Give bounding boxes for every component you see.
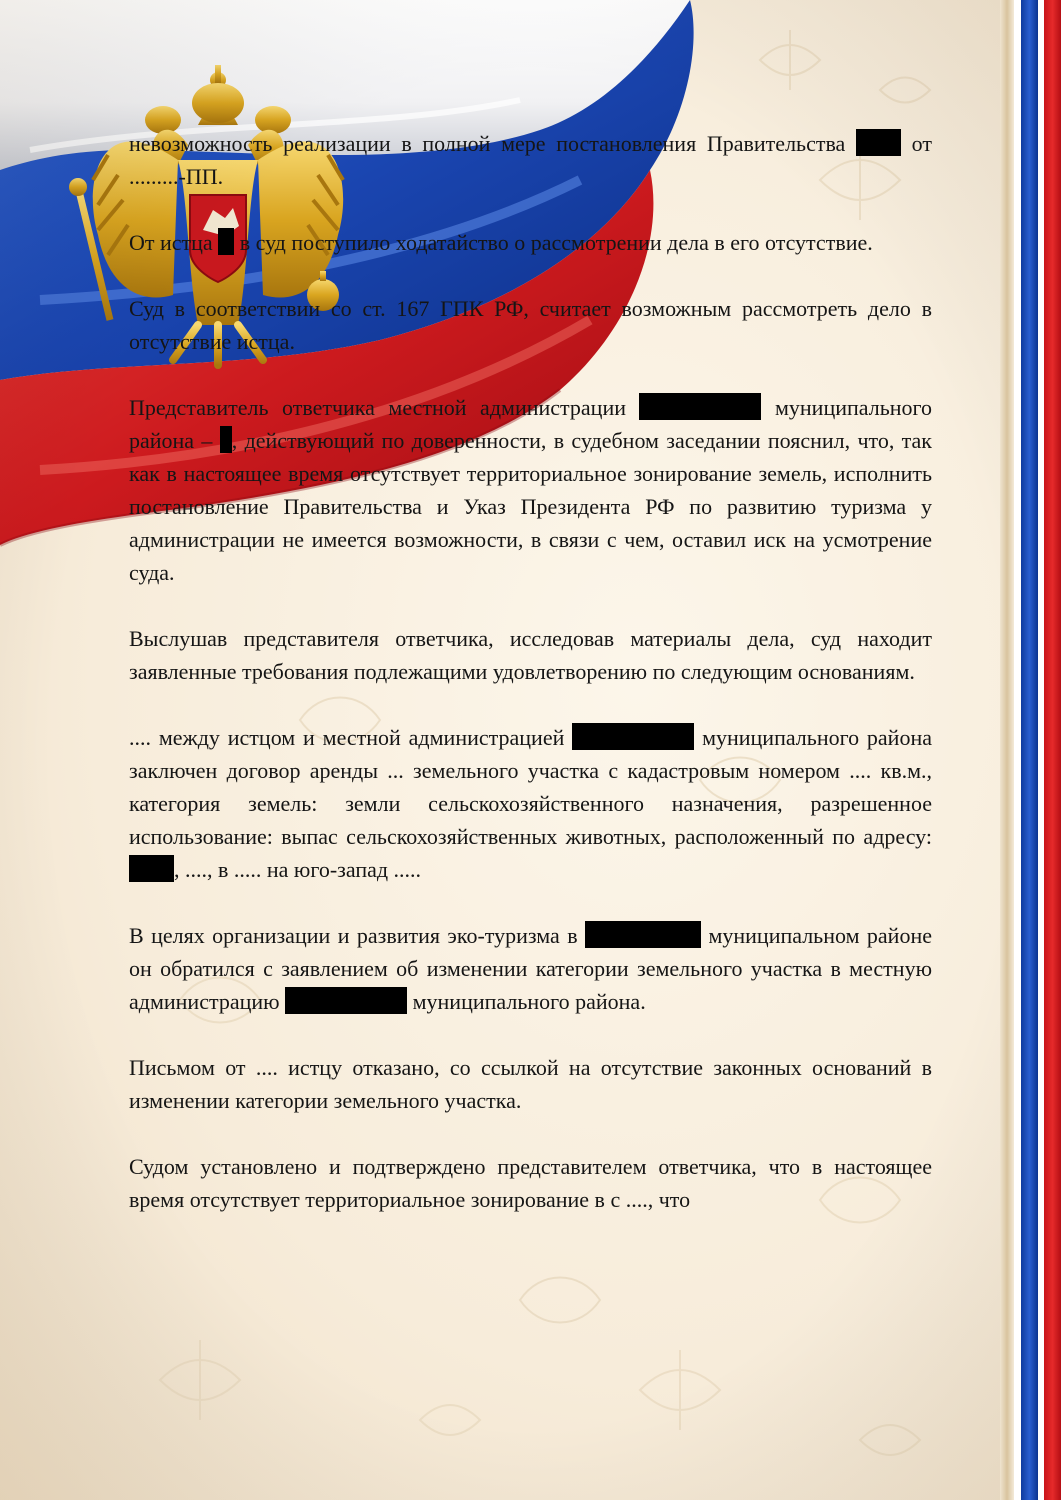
redaction-block	[585, 921, 701, 948]
paragraph-text: Судом установлено и подтверждено представителем ответчика, что в настоящее время отсутствует территориальное зонирование в с ...., что	[129, 1154, 932, 1212]
paragraph-text: Письмом от .... истцу отказано, со ссылкой на отсутствие законных оснований в изменении категории земельного участка.	[129, 1055, 932, 1113]
redaction-block	[285, 987, 407, 1014]
paragraph-text: в суд поступило ходатайство о рассмотрении дела в его отсутствие.	[234, 230, 873, 255]
paragraph-p7	[129, 919, 932, 1018]
paragraph-p3	[129, 292, 932, 358]
paragraph-p6	[129, 721, 932, 886]
paragraph-p2	[129, 226, 932, 259]
paragraph-text: От истца	[129, 230, 219, 255]
blue-border-stripe	[1021, 0, 1038, 1500]
paragraph-text: Представитель ответчика местной администрации	[129, 395, 640, 420]
paragraph-p5	[129, 622, 932, 688]
paragraph-text: Суд в соответствии со ст. 167 ГПК РФ, считает возможным рассмотреть дело в отсутствие истца.	[129, 296, 932, 354]
paragraph-p8	[129, 1051, 932, 1117]
paragraph-text: от .........-ПП.	[129, 131, 932, 189]
gold-border-stripe	[1000, 0, 1014, 1500]
paragraph-text: муниципальном районе он обратился с заявлением об изменении категории земельного участка в местную администрацию	[129, 923, 932, 1014]
paragraph-p4	[129, 391, 932, 589]
paragraph-text: Выслушав представителя ответчика, исследовав материалы дела, суд находит заявленные требования подлежащими удовлетворению по следующим основаниям.	[129, 626, 932, 684]
paragraph-text: .... между истцом и местной администрацией	[129, 725, 573, 750]
court-decision-text	[129, 127, 932, 1249]
redaction-block	[218, 228, 234, 255]
paragraph-p9	[129, 1150, 932, 1216]
redaction-block	[639, 393, 761, 420]
paragraph-text: муниципального района заключен договор аренды ... земельного участка с кадастровым номером .... кв.м., категория земель: земли сельскохозяйственного назначения, разрешенное использование: выпас сельскохозяйственных животных, расположенный по адресу:	[129, 725, 932, 849]
paragraph-text: В целях организации и развития эко-туризма в	[129, 923, 586, 948]
paragraph-text: муниципального района –	[129, 395, 932, 453]
redaction-block	[856, 129, 901, 156]
white-border-stripe	[1014, 0, 1021, 1500]
paragraph-text: невозможность реализации в полной мере постановления Правительства	[129, 131, 856, 156]
paragraph-text: , действующий по доверенности, в судебном заседании пояснил, что, так как в настоящее время отсутствует территориальное зонирование земель, исполнить постановление Правительства и Указ Президента РФ по развитию туризма у администрации не имеется возможности, в связи с чем, оставил иск на усмотрение суда.	[129, 428, 932, 585]
tricolor-border	[1000, 0, 1061, 1500]
paragraph-text: , ...., в ..... на юго-запад .....	[174, 857, 422, 882]
red-border-stripe	[1044, 0, 1061, 1500]
redaction-block	[220, 426, 232, 453]
redaction-block	[572, 723, 694, 750]
redaction-block	[129, 855, 174, 882]
paragraph-text: муниципального района.	[407, 989, 646, 1014]
paragraph-p1	[129, 127, 932, 193]
